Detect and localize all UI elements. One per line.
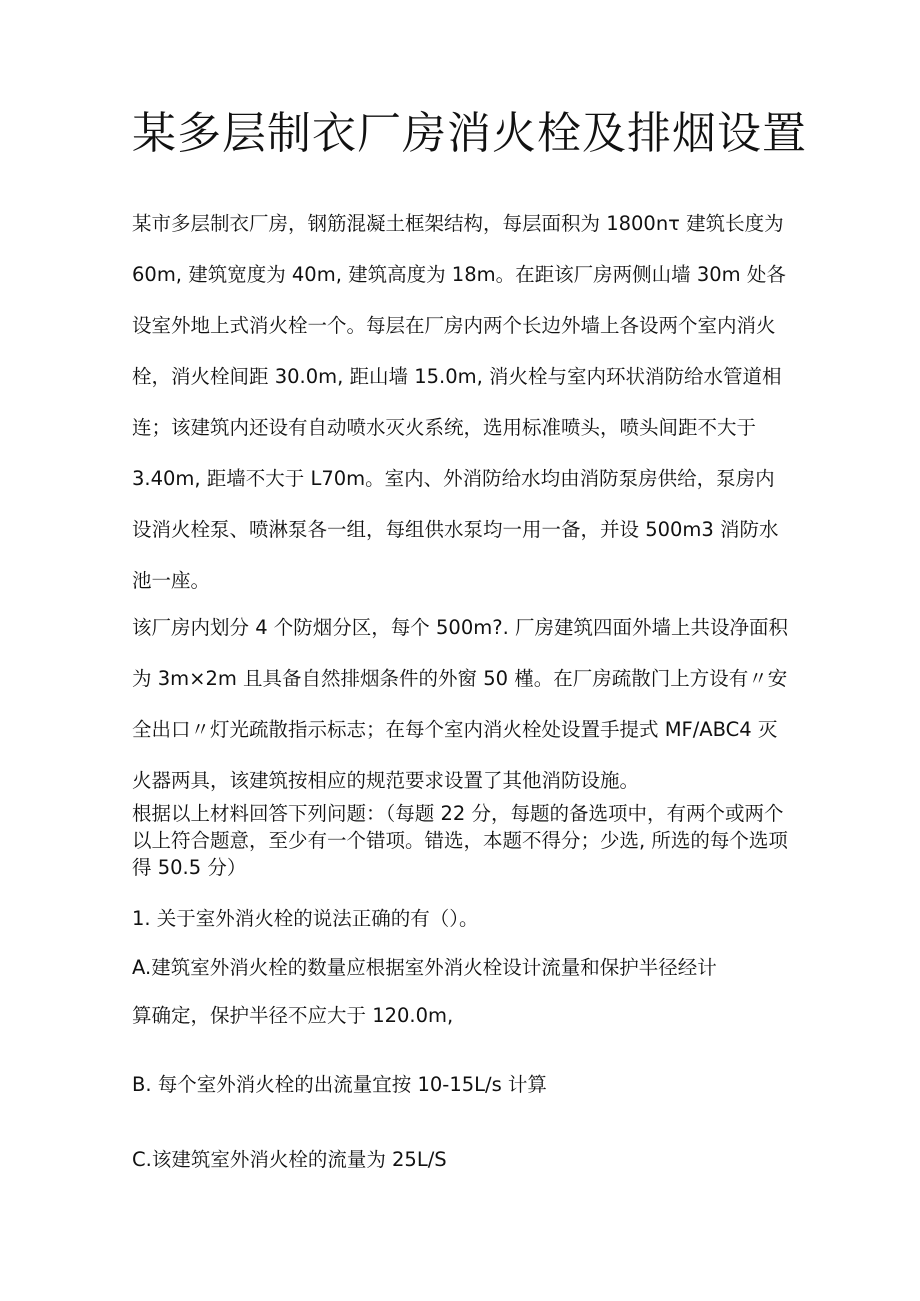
document-title: 某多层制衣厂房消火栓及排烟设置 [132,108,807,159]
option-a-line-2: 算确定，保护半径不应大于 120.0m, [132,1004,454,1027]
instruction-paragraph: 根据以上材料回答下列问题：（每题 22 分，每题的备选项中，有两个或两个以上符合题意，至少有一个错项。错选，本题不得分；少选, 所选的每个选项得 50.5 分） [132,802,788,879]
case-description-paragraph: 某市多层制衣厂房，钢筋混凝土框架结构，每层面积为 1800nτ 建筑长度为 60m, 建筑宽度为 40m, 建筑高度为 18m。在距该厂房两侧山墙 30m 处各设室外地上式消火栓一个。每层在厂房内两个长边外墙上各设两个室内消火栓，消火栓间距 30.0m, 距山墙 15.0m, 消火栓与室内环状消防给水管道相连；该建筑内还设有自动喷水灭火系统，选用标准喷头，喷头间距不大于 3.40m, 距墙不大于 L70m。室内、外消防给水均由消防泵房供给，泵房内设消火栓泵、喷淋泵各一组，每组供水泵均一用一备，并设 500m3 消防水池一座。 [132,212,786,592]
option-b: B. 每个室外消火栓的出流量宜按 10-15L∕s 计算 [132,1073,547,1096]
question-1: 1. 关于室外消火栓的说法正确的有（）。 [132,907,479,930]
smoke-control-paragraph: 该厂房内划分 4 个防烟分区，每个 500m?. 厂房建筑四面外墙上共设净面积为 3m×2m 且具备自然排烟条件的外窗 50 槿。在厂房疏散门上方设有〃安全出口〃灯光疏散指示标志；在每个室内消火栓处设置手提式 MF/ABC4 灭火器两具，该建筑按相应的规范要求设置了其他消防设施。 [132,616,788,792]
option-a-line-1: A.建筑室外消火栓的数量应根据室外消火栓设计流量和保护半径经计 [132,956,717,979]
option-c: C.该建筑室外消火栓的流量为 25L/S [132,1148,447,1171]
